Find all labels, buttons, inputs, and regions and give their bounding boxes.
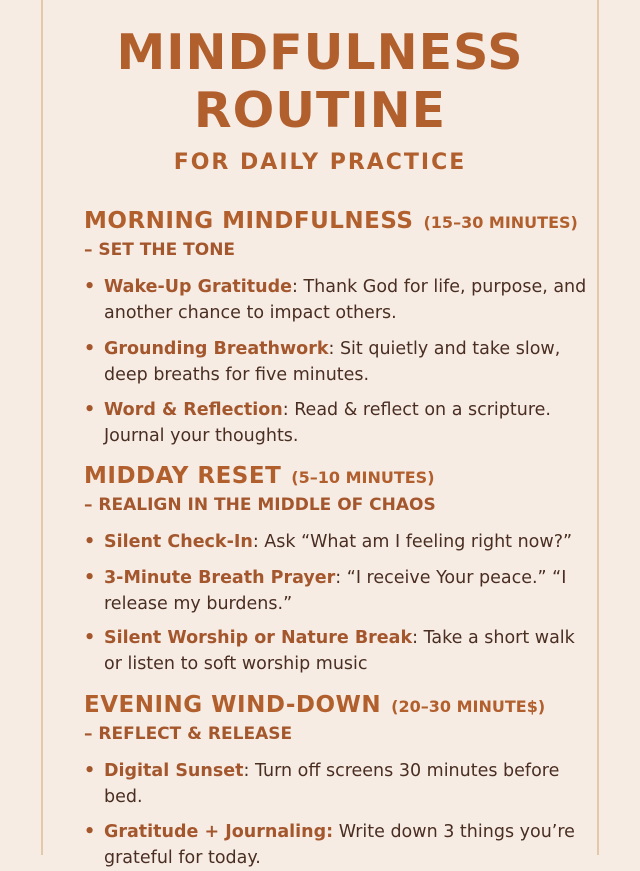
subtitle: FOR DAILY PRACTICE [173,150,467,175]
bullet: • [84,568,96,588]
item-term: Silent Check-In [104,532,253,552]
item-text: Sit quietly and take slow, deep breaths for five minutes. [104,339,561,385]
list-item: • Digital Sunset: Turn off screens 30 minutes before bed. [84,758,594,810]
item-text: Turn off screens 30 minutes before bed. [104,761,560,807]
title-line-2: ROUTINE [193,82,447,139]
list-item: • Silent Worship or Nature Break: Take a short walk or listen to soft worship music [84,625,594,677]
section-subheading-evening: – REFLECT & RELEASE [84,724,293,744]
bullet: • [84,822,96,842]
section-name: EVENING WIND-DOWN [84,692,382,718]
item-term: Wake-Up Gratitude [104,277,293,297]
item-term: Grounding Breathwork [104,339,329,359]
list-item [84,819,594,871]
section-duration: (20–30 MINUTE$) [391,697,546,716]
bullet: • [84,532,96,552]
item-term: Gratitude + Journaling: [104,822,334,842]
item-text: Write down 3 things you’re grateful for today. [104,822,575,868]
list-item: • Grounding Breathwork: Sit quietly and take slow, deep breaths for five minutes. [84,336,594,388]
list-item: • Wake-Up Gratitude: Thank God for life, purpose, and another chance to impact others. [84,274,594,326]
item-term: Word & Reflection [104,400,283,420]
title-line-1: MINDFULNESS [116,24,524,81]
bullet: • [84,400,96,420]
section-subheading-morning: – SET THE TONE [84,240,236,260]
section-name: MIDDAY RESET [84,463,282,489]
item-term: Digital Sunset [104,761,244,781]
section-duration: (15–30 MINUTES) [423,213,578,232]
section-heading-midday [84,463,435,489]
item-text: Ask “What am I feeling right now?” [264,532,573,552]
item-text: Take a short walk or listen to soft worship music [104,628,575,674]
list-item: • Silent Check-In: Ask “What am I feeling right now?” [84,529,594,555]
bullet: • [84,628,96,648]
section-heading-evening [84,692,545,718]
item-term: Silent Worship or Nature Break [104,628,413,648]
section-heading-morning [84,208,578,234]
bullet: • [84,277,96,297]
section-duration: (5–10 MINUTES) [291,468,435,487]
list-item: • Word & Reflection: Read & reflect on a scripture. Journal your thoughts. [84,397,594,449]
section-name: MORNING MINDFULNESS [84,208,414,234]
bullet: • [84,761,96,781]
bullet: • [84,339,96,359]
item-text: Read & reflect on a scripture. Journal your thoughts. [104,400,551,446]
list-item: • 3-Minute Breath Prayer: “I receive Your peace.” “I release my burdens.” [84,565,594,617]
section-subheading-midday: – REALIGN IN THE MIDDLE OF CHAOS [84,495,436,515]
item-text: Thank God for life, purpose, and another chance to impact others. [104,277,587,323]
item-term: 3-Minute Breath Prayer [104,568,336,588]
item-text: “I receive Your peace.” “I release my burdens.” [104,568,567,614]
